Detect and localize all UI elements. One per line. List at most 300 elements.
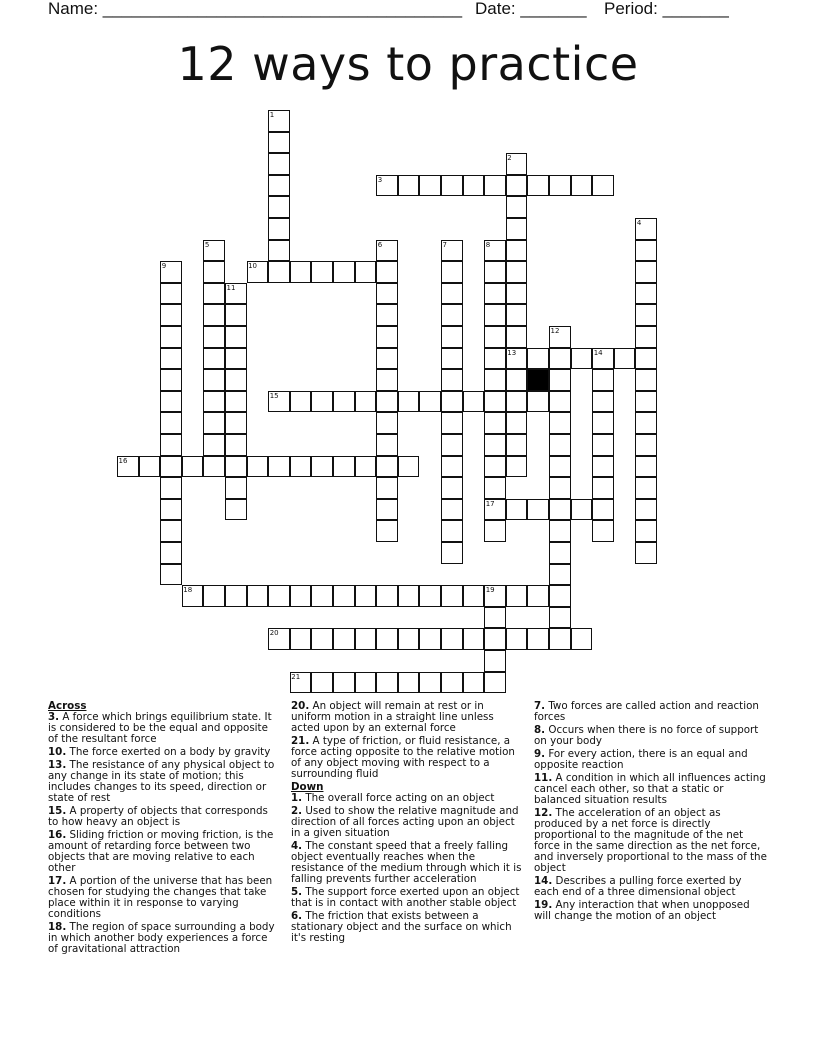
crossword-cell[interactable] [506, 456, 528, 478]
crossword-cell[interactable] [203, 412, 225, 434]
crossword-cell[interactable] [311, 628, 333, 650]
crossword-cell[interactable] [225, 326, 247, 348]
crossword-cell[interactable] [441, 585, 463, 607]
crossword-cell[interactable] [506, 304, 528, 326]
crossword-cell[interactable] [160, 412, 182, 434]
crossword-cell[interactable] [635, 240, 657, 262]
crossword-cell[interactable] [225, 391, 247, 413]
crossword-cell[interactable] [506, 261, 528, 283]
black-square [527, 369, 549, 391]
crossword-cell[interactable] [203, 456, 225, 478]
crossword-cell[interactable] [484, 585, 506, 607]
clue-number-label: 20 [269, 629, 279, 638]
crossword-cell[interactable] [441, 477, 463, 499]
crossword-cell[interactable] [333, 391, 355, 413]
crossword-cell[interactable] [398, 585, 420, 607]
crossword-cell[interactable] [333, 456, 355, 478]
crossword-cell[interactable] [549, 520, 571, 542]
crossword-cell[interactable] [527, 585, 549, 607]
crossword-cell[interactable] [549, 348, 571, 370]
clue-number-label: 10 [248, 262, 258, 271]
crossword-cell[interactable] [311, 391, 333, 413]
clue-number-label: 2 [507, 154, 512, 163]
crossword-cell[interactable] [506, 499, 528, 521]
crossword-cell[interactable] [441, 391, 463, 413]
crossword-cell[interactable] [463, 672, 485, 694]
clue-item [48, 806, 280, 828]
clue-item [291, 887, 523, 909]
clue-number: 18. [48, 921, 67, 933]
crossword-cell[interactable] [203, 369, 225, 391]
crossword-cell[interactable] [376, 456, 398, 478]
crossword-cell[interactable] [160, 564, 182, 586]
crossword-cell[interactable] [635, 542, 657, 564]
crossword-cell[interactable] [376, 628, 398, 650]
crossword-cell[interactable] [376, 672, 398, 694]
clue-text: Used to show the relative magnitude and direction of all forces acting upon an object in a given situation [291, 805, 519, 839]
crossword-cell[interactable] [311, 456, 333, 478]
crossword-cell[interactable] [635, 456, 657, 478]
crossword-cell[interactable] [290, 628, 312, 650]
crossword-cell[interactable] [592, 175, 614, 197]
crossword-cell[interactable] [506, 283, 528, 305]
crossword-cell[interactable] [268, 218, 290, 240]
clue-number: 5. [291, 886, 303, 898]
crossword-cell[interactable] [614, 348, 636, 370]
crossword-cell[interactable] [376, 499, 398, 521]
page-title: 12 ways to practice [177, 37, 639, 91]
clue-number-label: 7 [442, 240, 447, 249]
crossword-cell[interactable] [571, 348, 593, 370]
crossword-cell[interactable] [549, 456, 571, 478]
crossword-cell[interactable] [441, 175, 463, 197]
clue-item [48, 876, 280, 920]
crossword-cell[interactable] [268, 261, 290, 283]
crossword-cell[interactable] [160, 283, 182, 305]
crossword-cell[interactable] [160, 542, 182, 564]
crossword-cell[interactable] [506, 196, 528, 218]
crossword-cell[interactable] [333, 261, 355, 283]
crossword-cell[interactable] [592, 520, 614, 542]
crossword-cell[interactable] [441, 369, 463, 391]
crossword-cell[interactable] [484, 456, 506, 478]
crossword-cell[interactable] [160, 520, 182, 542]
crossword-cell[interactable] [441, 261, 463, 283]
clue-text: The support force exerted upon an object that is in contact with another stable object [291, 886, 520, 909]
crossword-cell[interactable] [419, 175, 441, 197]
clue-number-label: 15 [269, 391, 279, 400]
crossword-cell[interactable] [203, 391, 225, 413]
crossword-cell[interactable] [441, 434, 463, 456]
clue-number-label: 12 [550, 327, 560, 335]
crossword-cell[interactable] [463, 628, 485, 650]
crossword-cell[interactable] [203, 261, 225, 283]
clue-text: For every action, there is an equal and opposite reaction [534, 748, 748, 771]
across-heading: Across [48, 700, 87, 712]
crossword-cell[interactable] [160, 348, 182, 370]
crossword-cell[interactable] [355, 628, 377, 650]
crossword-cell[interactable] [635, 283, 657, 305]
crossword-cell[interactable] [506, 434, 528, 456]
crossword-cell[interactable] [441, 326, 463, 348]
crossword-cell[interactable] [527, 348, 549, 370]
crossword-cell[interactable] [160, 499, 182, 521]
crossword-cell[interactable] [225, 369, 247, 391]
clue-item [291, 841, 523, 885]
crossword-cell[interactable] [463, 585, 485, 607]
crossword-cell[interactable] [225, 499, 247, 521]
clue-text: The constant speed that a freely falling object eventually reaches when the resistance of the medium through which it is falling prevents further acceleration [291, 840, 522, 885]
crossword-cell[interactable] [484, 520, 506, 542]
crossword-cell[interactable] [376, 477, 398, 499]
crossword-cell[interactable] [484, 369, 506, 391]
crossword-cell[interactable] [376, 434, 398, 456]
crossword-cell[interactable] [527, 391, 549, 413]
crossword-cell[interactable] [311, 585, 333, 607]
crossword-cell[interactable] [506, 369, 528, 391]
crossword-cell[interactable] [549, 499, 571, 521]
crossword-cell[interactable] [225, 434, 247, 456]
crossword-cell[interactable] [549, 434, 571, 456]
clue-item [291, 911, 523, 944]
crossword-cell[interactable] [419, 628, 441, 650]
crossword-cell[interactable] [376, 326, 398, 348]
crossword-cell[interactable] [484, 348, 506, 370]
clue-number: 13. [48, 759, 67, 771]
crossword-cell[interactable] [376, 348, 398, 370]
crossword-cell[interactable] [549, 564, 571, 586]
clue-item [534, 725, 768, 747]
crossword-cell[interactable] [592, 434, 614, 456]
across-clue-list-2 [291, 701, 523, 780]
crossword-cell[interactable] [290, 261, 312, 283]
crossword-cell[interactable] [419, 391, 441, 413]
crossword-cell[interactable] [225, 283, 247, 305]
clue-text: A portion of the universe that has been chosen for studying the changes that take place within it in response to varying conditions [48, 875, 273, 920]
crossword-cell[interactable] [333, 585, 355, 607]
crossword-cell[interactable] [506, 628, 528, 650]
crossword-cell[interactable] [398, 628, 420, 650]
crossword-cell[interactable] [247, 456, 269, 478]
clue-number-label: 1 [269, 111, 275, 119]
clue-number: 2. [291, 805, 303, 817]
crossword-cell[interactable] [398, 391, 420, 413]
clue-text: The overall force acting on an object [302, 792, 495, 804]
crossword-cell[interactable] [268, 132, 290, 154]
crossword-cell[interactable] [203, 240, 225, 262]
crossword-cell[interactable] [203, 304, 225, 326]
crossword-cell[interactable] [268, 153, 290, 175]
crossword-cell[interactable] [549, 628, 571, 650]
clue-number-label: 9 [161, 262, 167, 271]
crossword-cell[interactable] [592, 369, 614, 391]
crossword-cell[interactable] [160, 434, 182, 456]
crossword-cell[interactable] [506, 240, 528, 262]
crossword-cell[interactable] [484, 672, 506, 694]
crossword-cell[interactable] [376, 369, 398, 391]
crossword-cell[interactable] [268, 110, 290, 132]
crossword-cell[interactable] [376, 585, 398, 607]
crossword-cell[interactable] [484, 175, 506, 197]
crossword-cell[interactable] [160, 456, 182, 478]
clue-number-label: 17 [485, 499, 495, 508]
clue-text: A type of friction, or fluid resistance, a force acting opposite to the relative motion of any object moving with respect to a surrounding fluid [291, 735, 515, 780]
crossword-cell[interactable] [635, 477, 657, 499]
crossword-cell[interactable] [527, 175, 549, 197]
crossword-cell[interactable] [160, 391, 182, 413]
crossword-cell[interactable] [139, 456, 161, 478]
crossword-cell[interactable] [355, 261, 377, 283]
crossword-cell[interactable] [527, 628, 549, 650]
crossword-cell[interactable] [484, 607, 506, 629]
crossword-cell[interactable] [635, 391, 657, 413]
crossword-cell[interactable] [398, 456, 420, 478]
crossword-cell[interactable] [376, 520, 398, 542]
crossword-cell[interactable] [484, 240, 506, 262]
clue-number: 12. [534, 807, 553, 819]
clue-number-label: 5 [204, 240, 210, 249]
period-field[interactable]: Period: _______ [604, 0, 729, 18]
crossword-cell[interactable] [592, 391, 614, 413]
crossword-cell[interactable] [311, 261, 333, 283]
crossword-cell[interactable] [203, 585, 225, 607]
crossword-cell[interactable] [441, 412, 463, 434]
crossword-cell[interactable] [182, 456, 204, 478]
clues-column-2 [291, 701, 523, 946]
clue-item [48, 922, 280, 955]
crossword-cell[interactable] [376, 175, 398, 197]
crossword-cell[interactable] [571, 175, 593, 197]
crossword-cell[interactable] [290, 585, 312, 607]
crossword-cell[interactable] [549, 412, 571, 434]
crossword-cell[interactable] [592, 477, 614, 499]
crossword-cell[interactable] [635, 304, 657, 326]
across-clue-list-1 [48, 712, 280, 955]
crossword-cell[interactable] [484, 391, 506, 413]
crossword-cell[interactable] [506, 585, 528, 607]
crossword-cell[interactable] [635, 218, 657, 240]
crossword-cell[interactable] [225, 348, 247, 370]
clue-text: A property of objects that corresponds to how heavy an object is [48, 805, 268, 828]
crossword-cell[interactable] [463, 391, 485, 413]
crossword-cell[interactable] [160, 369, 182, 391]
crossword-cell[interactable] [506, 391, 528, 413]
crossword-cell[interactable] [376, 304, 398, 326]
crossword-cell[interactable] [441, 672, 463, 694]
crossword-cell[interactable] [635, 499, 657, 521]
crossword-cell[interactable] [549, 477, 571, 499]
clue-text: A force which brings equilibrium state. It is considered to be the equal and opposite of the resultant force [48, 711, 272, 745]
crossword-cell[interactable] [506, 326, 528, 348]
crossword-cell[interactable] [160, 477, 182, 499]
clue-number: 3. [48, 711, 60, 723]
crossword-cell[interactable] [549, 585, 571, 607]
clue-number-label: 18 [183, 586, 193, 595]
crossword-cell[interactable] [225, 585, 247, 607]
crossword-cell[interactable] [117, 456, 139, 478]
clue-item [291, 806, 523, 839]
crossword-cell[interactable] [441, 240, 463, 262]
crossword-cell[interactable] [549, 175, 571, 197]
clue-item [48, 830, 280, 874]
crossword-cell[interactable] [592, 348, 614, 370]
crossword-cell[interactable] [484, 261, 506, 283]
crossword-cell[interactable] [571, 628, 593, 650]
crossword-cell[interactable] [268, 240, 290, 262]
crossword-cell[interactable] [549, 391, 571, 413]
crossword-cell[interactable] [247, 261, 269, 283]
crossword-cell[interactable] [571, 499, 593, 521]
crossword-cell[interactable] [506, 348, 528, 370]
crossword-cell[interactable] [484, 326, 506, 348]
crossword-cell[interactable] [376, 261, 398, 283]
crossword-cell[interactable] [355, 391, 377, 413]
clue-item [534, 876, 768, 898]
clue-number: 4. [291, 840, 303, 852]
clue-text: A condition in which all influences acting cancel each other, so that a static or balanced situation results [534, 772, 766, 806]
crossword-cell[interactable] [441, 520, 463, 542]
crossword-cell[interactable] [635, 369, 657, 391]
clue-item [48, 712, 280, 745]
clue-number: 8. [534, 724, 546, 736]
crossword-cell[interactable] [225, 477, 247, 499]
crossword-cell[interactable] [203, 283, 225, 305]
crossword-cell[interactable] [506, 412, 528, 434]
name-field[interactable]: Name: ______________________________________ [48, 0, 463, 18]
crossword-cell[interactable] [635, 348, 657, 370]
crossword-cell[interactable] [160, 304, 182, 326]
crossword-cell[interactable] [268, 628, 290, 650]
crossword-cell[interactable] [225, 304, 247, 326]
clue-text: Describes a pulling force exerted by each end of a three dimensional object [534, 875, 742, 898]
crossword-cell[interactable] [268, 175, 290, 197]
crossword-cell[interactable] [484, 434, 506, 456]
crossword-cell[interactable] [549, 607, 571, 629]
clue-text: The resistance of any physical object to any change in its state of motion; this includes changes to its speed, direction or state of rest [48, 759, 275, 804]
crossword-cell[interactable] [592, 412, 614, 434]
clue-number-label: 3 [377, 175, 383, 184]
clue-item [48, 747, 280, 758]
crossword-cell[interactable] [311, 672, 333, 694]
clues-column-3 [534, 701, 768, 924]
crossword-cell[interactable] [355, 585, 377, 607]
clue-item [291, 736, 523, 780]
crossword-cell[interactable] [441, 283, 463, 305]
crossword-cell[interactable] [484, 628, 506, 650]
crossword-cell[interactable] [484, 477, 506, 499]
crossword-cell[interactable] [160, 326, 182, 348]
crossword-cell[interactable] [635, 412, 657, 434]
crossword-cell[interactable] [268, 196, 290, 218]
clue-item [291, 701, 523, 734]
clue-number-label: 21 [291, 672, 301, 681]
date-field[interactable]: Date: _______ [475, 0, 587, 18]
clue-number: 20. [291, 700, 310, 712]
crossword-cell[interactable] [268, 585, 290, 607]
crossword-cell[interactable] [484, 412, 506, 434]
crossword-cell[interactable] [268, 391, 290, 413]
crossword-cell[interactable] [182, 585, 204, 607]
clue-number-label: 13 [507, 348, 517, 357]
crossword-cell[interactable] [355, 672, 377, 694]
crossword-cell[interactable] [484, 650, 506, 672]
crossword-cell[interactable] [635, 520, 657, 542]
crossword-cell[interactable] [441, 304, 463, 326]
clue-number: 17. [48, 875, 67, 887]
crossword-cell[interactable] [506, 153, 528, 175]
crossword-cell[interactable] [203, 326, 225, 348]
crossword-cell[interactable] [441, 542, 463, 564]
crossword-cell[interactable] [549, 369, 571, 391]
clues-column-1 [48, 701, 280, 957]
crossword-cell[interactable] [635, 434, 657, 456]
crossword-cell[interactable] [376, 240, 398, 262]
clue-number: 15. [48, 805, 67, 817]
crossword-cell[interactable] [376, 412, 398, 434]
crossword-cell[interactable] [225, 412, 247, 434]
crossword-cell[interactable] [398, 672, 420, 694]
crossword-cell[interactable] [333, 672, 355, 694]
crossword-cell[interactable] [549, 542, 571, 564]
crossword-cell[interactable] [355, 456, 377, 478]
crossword-cell[interactable] [635, 261, 657, 283]
crossword-cell[interactable] [203, 348, 225, 370]
crossword-cell[interactable] [441, 499, 463, 521]
crossword-cell[interactable] [333, 628, 355, 650]
down-clue-list-2 [534, 701, 768, 922]
clue-number: 1. [291, 792, 303, 804]
crossword-cell[interactable] [419, 672, 441, 694]
crossword-cell[interactable] [441, 456, 463, 478]
crossword-cell[interactable] [247, 585, 269, 607]
crossword-cell[interactable] [290, 391, 312, 413]
crossword-cell[interactable] [419, 585, 441, 607]
crossword-cell[interactable] [506, 175, 528, 197]
crossword-cell[interactable] [203, 434, 225, 456]
crossword-cell[interactable] [268, 456, 290, 478]
crossword-cell[interactable] [376, 283, 398, 305]
crossword-cell[interactable] [484, 499, 506, 521]
crossword-cell[interactable] [376, 391, 398, 413]
crossword-cell[interactable] [635, 326, 657, 348]
clue-item [534, 900, 768, 922]
crossword-cell[interactable] [463, 175, 485, 197]
crossword-cell[interactable] [484, 304, 506, 326]
crossword-cell[interactable] [592, 456, 614, 478]
crossword-cell[interactable] [592, 499, 614, 521]
crossword-cell[interactable] [527, 499, 549, 521]
crossword-cell[interactable] [225, 456, 247, 478]
clue-number: 16. [48, 829, 67, 841]
crossword-cell[interactable] [441, 628, 463, 650]
clue-item [48, 760, 280, 804]
crossword-cell[interactable] [290, 672, 312, 694]
crossword-cell[interactable] [398, 175, 420, 197]
crossword-cell[interactable] [160, 261, 182, 283]
crossword-cell[interactable] [441, 348, 463, 370]
clue-text: The acceleration of an object as produced by a net force is directly proportional to the magnitude of the net force in the same direction as the net force, and inversely proportional to the mass of the object [534, 807, 767, 874]
clue-number-label: 4 [636, 219, 642, 227]
crossword-cell[interactable] [290, 456, 312, 478]
clue-number: 14. [534, 875, 553, 887]
crossword-cell[interactable] [549, 326, 571, 348]
clue-number: 6. [291, 910, 303, 922]
clue-text: Two forces are called action and reaction forces [534, 700, 759, 723]
clue-text: The friction that exists between a stationary object and the surface on which it's resting [291, 910, 512, 944]
clue-item [534, 808, 768, 874]
crossword-cell[interactable] [506, 218, 528, 240]
crossword-cell[interactable] [484, 283, 506, 305]
